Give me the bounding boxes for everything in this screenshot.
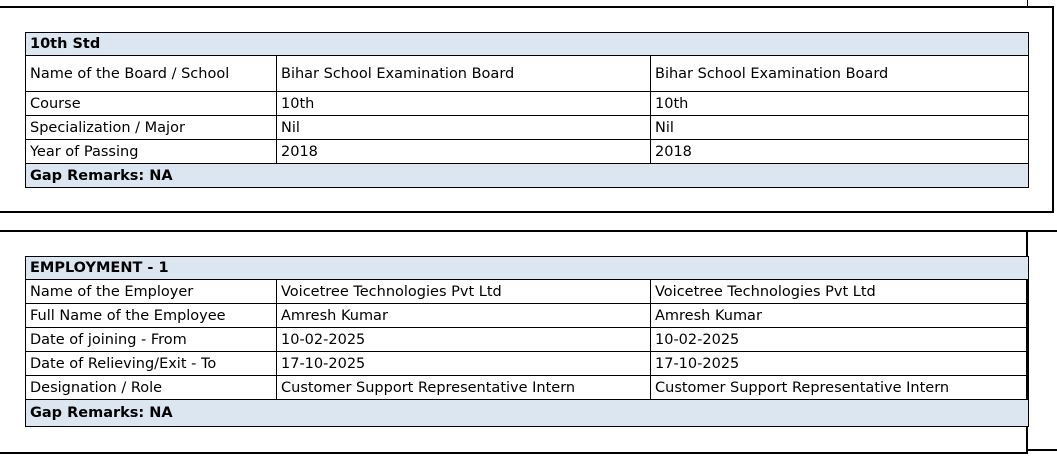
table-row bbox=[26, 56, 1029, 92]
row-label: Date of joining - From bbox=[26, 328, 277, 352]
table-row bbox=[26, 140, 1029, 164]
employment-table bbox=[25, 256, 1029, 427]
row-value-verified: 17-10-2025 bbox=[651, 352, 1029, 376]
row-label: Specialization / Major bbox=[26, 116, 277, 140]
gap-remarks-row bbox=[26, 164, 1029, 188]
table-row bbox=[26, 304, 1029, 328]
gap-remarks-row bbox=[26, 400, 1029, 427]
gap-remarks: Gap Remarks: NA bbox=[26, 164, 1029, 188]
row-value-claimed: Nil bbox=[277, 116, 651, 140]
row-label: Date of Relieving/Exit - To bbox=[26, 352, 277, 376]
gap-remarks: Gap Remarks: NA bbox=[26, 400, 1029, 427]
education-table bbox=[25, 32, 1029, 188]
row-value-verified: 2018 bbox=[651, 140, 1029, 164]
row-label: Full Name of the Employee bbox=[26, 304, 277, 328]
row-value-claimed: 10th bbox=[277, 92, 651, 116]
row-value-verified: Voicetree Technologies Pvt Ltd bbox=[651, 280, 1029, 304]
section-header: 10th Std bbox=[26, 33, 1029, 56]
row-value-claimed: Customer Support Representative Intern bbox=[277, 376, 651, 400]
row-value-verified: Customer Support Representative Intern bbox=[651, 376, 1029, 400]
row-label: Name of the Employer bbox=[26, 280, 277, 304]
row-value-verified: Nil bbox=[651, 116, 1029, 140]
row-value-claimed: Amresh Kumar bbox=[277, 304, 651, 328]
row-value-verified: 10-02-2025 bbox=[651, 328, 1029, 352]
table-row bbox=[26, 352, 1029, 376]
row-value-verified: Bihar School Examination Board bbox=[651, 56, 1029, 92]
section-header-row bbox=[26, 257, 1029, 280]
row-label: Designation / Role bbox=[26, 376, 277, 400]
row-value-claimed: 2018 bbox=[277, 140, 651, 164]
row-label: Name of the Board / School bbox=[26, 56, 277, 92]
row-value-verified: 10th bbox=[651, 92, 1029, 116]
row-value-claimed: 17-10-2025 bbox=[277, 352, 651, 376]
row-value-claimed: 10-02-2025 bbox=[277, 328, 651, 352]
row-value-claimed: Voicetree Technologies Pvt Ltd bbox=[277, 280, 651, 304]
table-row bbox=[26, 376, 1029, 400]
row-label: Course bbox=[26, 92, 277, 116]
table-row bbox=[26, 280, 1029, 304]
sheet-gridline-right bbox=[1026, 230, 1057, 451]
section-header-row bbox=[26, 33, 1029, 56]
row-value-claimed: Bihar School Examination Board bbox=[277, 56, 651, 92]
table-row bbox=[26, 116, 1029, 140]
table-row bbox=[26, 92, 1029, 116]
row-value-verified: Amresh Kumar bbox=[651, 304, 1029, 328]
table-row bbox=[26, 328, 1029, 352]
section-header: EMPLOYMENT - 1 bbox=[26, 257, 1029, 280]
row-label: Year of Passing bbox=[26, 140, 277, 164]
